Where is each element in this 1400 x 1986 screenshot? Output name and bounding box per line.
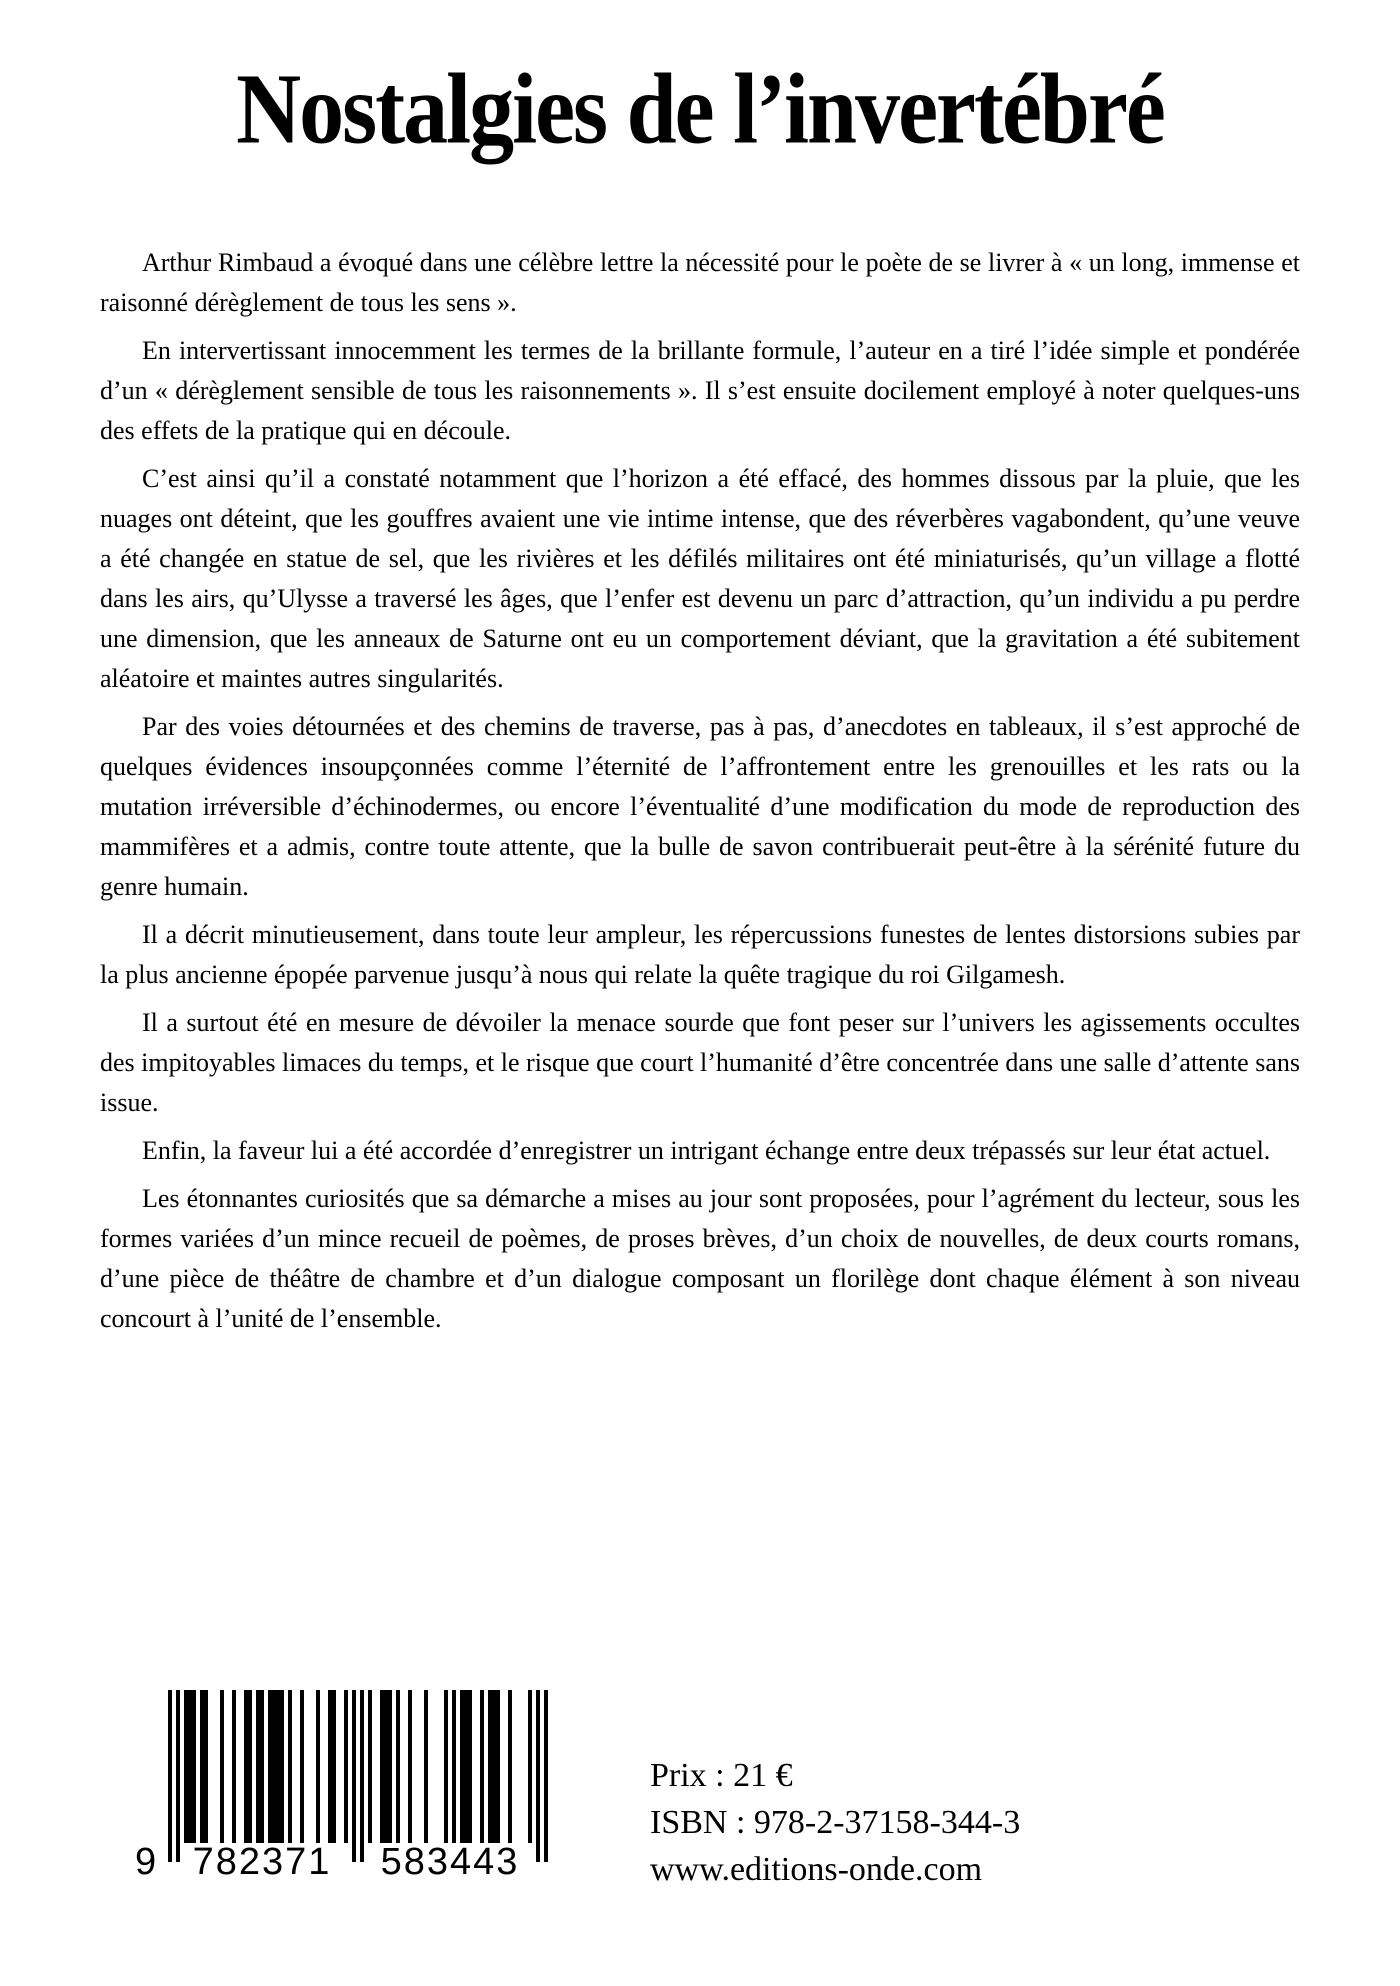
barcode-digits-left: 782371 [192,1841,332,1883]
barcode-digits-right: 583443 [380,1841,520,1883]
barcode-bars-icon [168,1690,548,1862]
website-link: www.editions-onde.com [650,1851,983,1888]
synopsis-paragraph: Par des voies détournées et des chemins de traverse, pas à pas, d’anecdotes en tableaux, il s’est approché de quelques évidences insoupçonnées comme l’éternité de l’affrontement entre les grenouilles et les rats ou la mutation irréversible d’échinodermes, ou encore l’éventualité d’une modification du mode de reproduction des mammifères et a admis, contre toute attente, que la bulle de savon contribuerait peut-être à la sérénité future du genre humain. [100,712,1300,901]
publisher-info [650,1752,1020,1893]
synopsis-paragraph: Enfin, la faveur lui a été accordée d’enregistrer un intrigant échange entre deux trépassés sur leur état actuel. [142,1136,1271,1165]
price-label: Prix : 21 € [650,1757,793,1794]
synopsis-paragraph: Les étonnantes curiosités que sa démarche a mises au jour sont proposées, pour l’agrément du lecteur, sous les formes variées d’un mince recueil de poèmes, de proses brèves, d’un choix de nouvelles, de deux courts romans, d’une pièce de théâtre de chambre et d’un dialogue composant un florilège dont chaque élément à son niveau concourt à l’unité de l’ensemble. [100,1184,1300,1333]
synopsis-paragraph: Il a décrit minutieusement, dans toute leur ampleur, les répercussions funestes de lentes distorsions subies par la plus ancienne épopée parvenue jusqu’à nous qui relate la quête tragique du roi Gilgamesh. [100,920,1300,989]
synopsis-paragraph: C’est ainsi qu’il a constaté notamment que l’horizon a été effacé, des hommes dissous par la pluie, que les nuages ont déteint, que les gouffres avaient une vie intime intense, que des réverbères vagabondent, qu’une veuve a été changée en statue de sel, que les rivières et les défilés militaires ont été miniaturisés, qu’un village a flotté dans les airs, qu’Ulysse a traversé les âges, que l’enfer est devenu un parc d’attraction, qu’un individu a pu perdre une dimension, que les anneaux de Saturne ont eu un comportement déviant, que la gravitation a été subitement aléatoire et maintes autres singularités. [100,464,1300,693]
book-title: Nostalgies de l’invertébré [236,54,1164,166]
synopsis-paragraph: En intervertissant innocemment les termes de la brillante formule, l’auteur en a tiré l’idée simple et pondérée d’un « dérèglement sensible de tous les raisonnements ». Il s’est ensuite docilement employé à noter quelques-uns des effets de la pratique qui en découle. [100,336,1300,445]
synopsis-paragraph: Il a surtout été en mesure de dévoiler la menace sourde que font peser sur l’univers les agissements occultes des impitoyables limaces du temps, et le risque que court l’humanité d’être concentrée dans une salle d’attente sans issue. [100,1008,1300,1117]
synopsis-paragraph: Arthur Rimbaud a évoqué dans une célèbre lettre la nécessité pour le poète de se livrer à « un long, immense et raisonné dérèglement de tous les sens ». [100,248,1300,317]
isbn-label: ISBN : 978-2-37158-344-3 [650,1804,1021,1841]
ean13-barcode [135,1690,605,1895]
synopsis-text [100,243,1300,1339]
barcode-digit-first: 9 [135,1841,157,1883]
